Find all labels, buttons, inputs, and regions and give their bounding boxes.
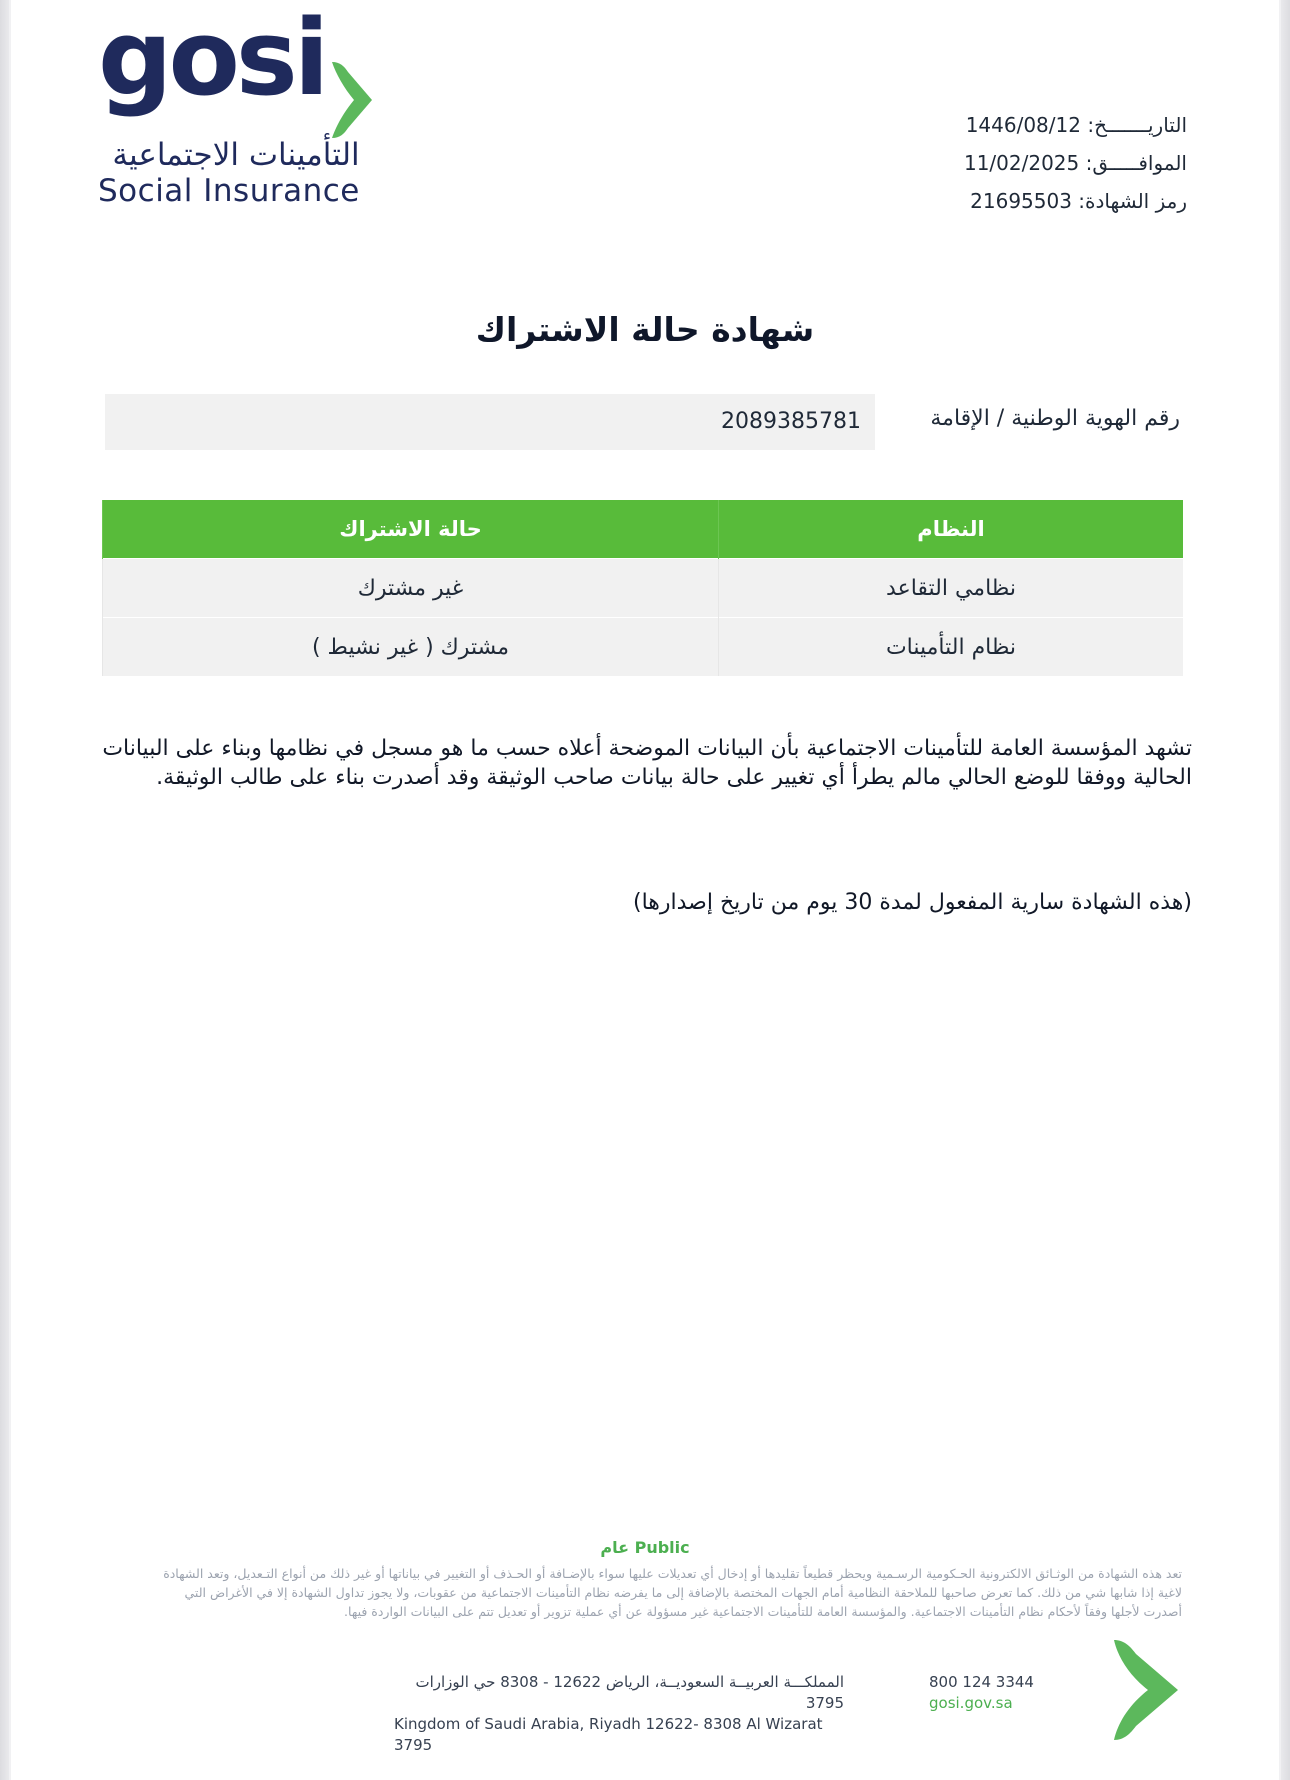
logo-english-text: Social Insurance (98, 173, 360, 209)
certificate-code-label: رمز الشهادة: (1078, 189, 1187, 213)
gregorian-date-label: الموافـــــق: (1085, 151, 1187, 175)
website-link[interactable]: gosi.gov.sa (929, 1694, 1013, 1712)
logo-wordmark: gosi (98, 0, 326, 119)
system-cell: نظام التأمينات (719, 618, 1184, 677)
certificate-code-row (964, 182, 1187, 220)
page-title: شهادة حالة الاشتراك (475, 310, 815, 349)
address-english: Kingdom of Saudi Arabia, Riyadh 12622- 8308 Al Wizarat 3795 (394, 1715, 823, 1754)
table-header-row (103, 500, 1184, 559)
column-header-system: النظام (719, 500, 1184, 559)
status-cell: غير مشترك (103, 559, 719, 618)
page-edge-left (0, 0, 11, 1780)
gregorian-date-value: 11/02/2025 (963, 151, 1080, 175)
national-id-value: 2089385781 (105, 394, 875, 450)
hijri-date-label: التاريـــــــخ: (1087, 113, 1187, 137)
gosi-logo (98, 0, 378, 209)
chevron-right-icon (1108, 1636, 1180, 1744)
legal-disclaimer: تعد هذه الشهادة من الوثـائق الالكترونية الحـكومية الرسـمية ويحظر قطيعاً تقليدها أو إدخال أي تعديلات عليها سواء بالإضـافة أو الحـذف أو التغيير في بياناتها أو غير ذلك من أنواع التـعديل، وتعد الشهادة لاغية إذا شابها شي من ذلك. كما تعرض صاحبها للملاحقة النظامية أمام الجهات المختصة بالإضافة إلى ما يفرضه نظام التأمينات الاجتماعية من عقوبات، ولا يجوز تداول الشهادة إلا في الأغراض التي أصدرت لأجلها وفقاً لأحكام نظام التأمينات الاجتماعية. والمؤسسة العامة للتأمينات الاجتماعية غير مسؤولة عن أي عملية تزوير أو تعديل تتم على البيانات الواردة فيها. (163, 1566, 1182, 1619)
subscription-table (102, 500, 1183, 676)
certificate-code-value: 21695503 (970, 189, 1072, 213)
certificate-meta (964, 106, 1187, 220)
table-row (103, 559, 1184, 618)
table-row (103, 618, 1184, 677)
page-edge-right (1279, 0, 1290, 1780)
certification-paragraph: تشهد المؤسسة العامة للتأمينات الاجتماعية بأن البيانات الموضحة أعلاه حسب ما هو مسجل في نظامها وبناء على البيانات الحالية ووفقا للوضع الحالي مالم يطرأ أي تغيير على حالة بيانات صاحب الوثيقة وقد أصدرت بناء على طالب الوثيقة. (102, 736, 1192, 790)
gregorian-date-row (964, 144, 1187, 182)
system-cell: نظامي التقاعد (719, 559, 1184, 618)
address-block (394, 1672, 844, 1756)
chevron-right-icon (330, 60, 374, 140)
validity-note: (هذه الشهادة سارية المفعول لمدة 30 يوم من تاريخ إصدارها) (633, 890, 1192, 915)
address-arabic: المملكـــة العربيــة السعوديــة، الرياض 12622 - 8308 حي الوزارات 3795 (415, 1673, 844, 1712)
phone-number: 800 124 3344 (929, 1673, 1034, 1691)
column-header-status: حالة الاشتراك (103, 500, 719, 559)
hijri-date-row (964, 106, 1187, 144)
hijri-date-value: 1446/08/12 (965, 113, 1081, 137)
classification-label: عام Public (600, 1538, 690, 1557)
status-cell: مشترك ( غير نشيط ) (103, 618, 719, 677)
national-id-label: رقم الهوية الوطنية / الإقامة (930, 406, 1180, 431)
contact-block (929, 1672, 1034, 1714)
logo-arabic-text: التأمينات الاجتماعية (112, 137, 360, 173)
